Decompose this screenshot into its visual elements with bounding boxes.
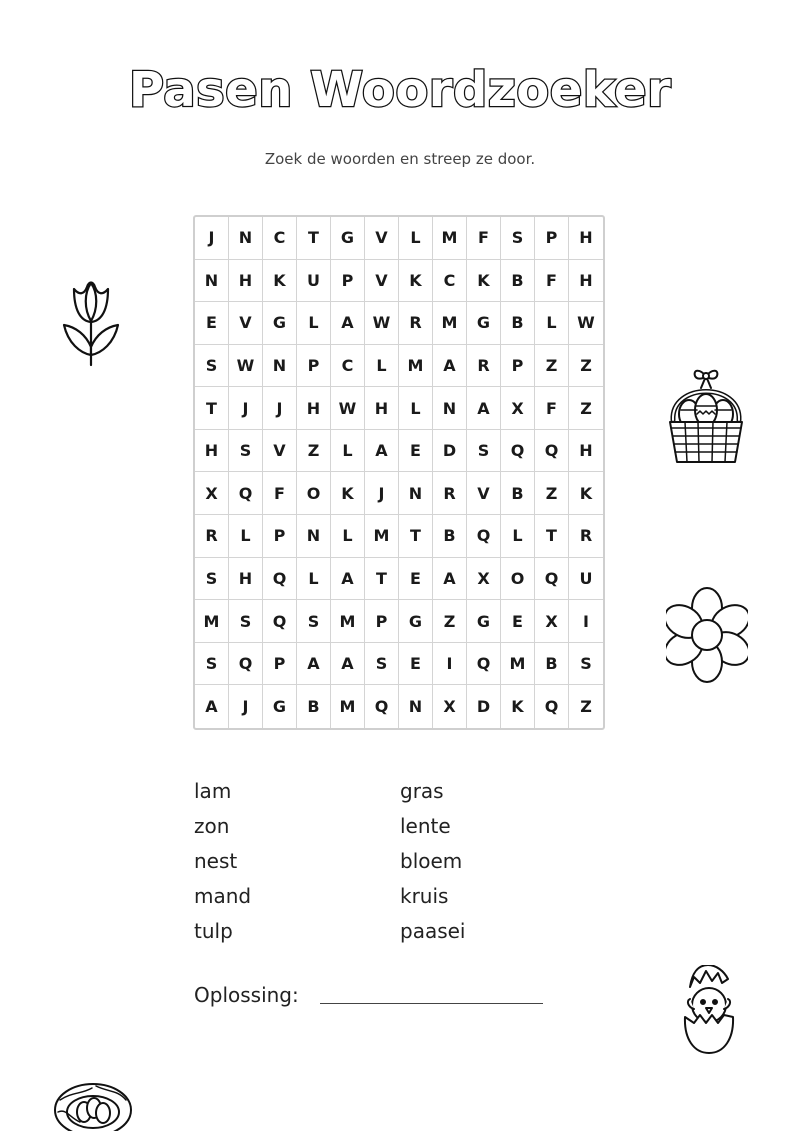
grid-cell[interactable]: L <box>297 558 331 601</box>
grid-cell[interactable]: L <box>331 515 365 558</box>
grid-cell[interactable]: J <box>365 472 399 515</box>
grid-cell[interactable]: X <box>433 685 467 728</box>
word-item: tulp <box>194 919 233 943</box>
grid-cell[interactable]: C <box>433 260 467 303</box>
grid-cell[interactable]: S <box>229 600 263 643</box>
solution-line[interactable] <box>320 1003 543 1004</box>
grid-cell[interactable]: N <box>263 345 297 388</box>
grid-cell[interactable]: Z <box>535 472 569 515</box>
grid-cell[interactable]: S <box>195 643 229 686</box>
grid-cell[interactable]: T <box>195 387 229 430</box>
grid-cell[interactable]: S <box>297 600 331 643</box>
grid-cell[interactable]: A <box>331 302 365 345</box>
grid-cell[interactable]: R <box>433 472 467 515</box>
grid-cell[interactable]: J <box>195 217 229 260</box>
grid-cell[interactable]: S <box>229 430 263 473</box>
page-title: Pasen Woordzoeker <box>128 62 672 118</box>
grid-cell[interactable]: B <box>501 472 535 515</box>
grid-cell[interactable]: N <box>399 472 433 515</box>
grid-cell[interactable]: K <box>501 685 535 728</box>
grid-cell[interactable]: Z <box>297 430 331 473</box>
grid-cell[interactable]: Q <box>229 472 263 515</box>
grid-cell[interactable]: A <box>467 387 501 430</box>
grid-cell[interactable]: H <box>229 260 263 303</box>
grid-cell[interactable]: M <box>501 643 535 686</box>
grid-cell[interactable]: P <box>297 345 331 388</box>
grid-cell[interactable]: H <box>569 217 603 260</box>
grid-cell[interactable]: H <box>297 387 331 430</box>
grid-cell[interactable]: E <box>399 558 433 601</box>
grid-cell[interactable]: F <box>535 387 569 430</box>
grid-cell[interactable]: U <box>297 260 331 303</box>
grid-cell[interactable]: J <box>263 387 297 430</box>
grid-cell[interactable]: L <box>535 302 569 345</box>
grid-cell[interactable]: A <box>433 558 467 601</box>
grid-cell[interactable]: Z <box>569 387 603 430</box>
grid-cell[interactable]: L <box>501 515 535 558</box>
grid-cell[interactable]: K <box>331 472 365 515</box>
easter-basket-icon <box>665 362 747 470</box>
word-item: lente <box>400 814 451 838</box>
grid-cell[interactable]: G <box>331 217 365 260</box>
grid-cell[interactable]: L <box>399 217 433 260</box>
flower-icon <box>666 587 748 683</box>
grid-cell[interactable]: N <box>297 515 331 558</box>
grid-cell[interactable]: A <box>433 345 467 388</box>
grid-cell[interactable]: M <box>433 217 467 260</box>
grid-cell[interactable]: W <box>365 302 399 345</box>
grid-cell[interactable]: U <box>569 558 603 601</box>
grid-cell[interactable]: V <box>467 472 501 515</box>
grid-cell[interactable]: D <box>433 430 467 473</box>
grid-cell[interactable]: K <box>467 260 501 303</box>
grid-cell[interactable]: H <box>229 558 263 601</box>
word-item: gras <box>400 779 444 803</box>
grid-cell[interactable]: K <box>569 472 603 515</box>
grid-cell[interactable]: Q <box>535 685 569 728</box>
grid-cell[interactable]: Z <box>569 345 603 388</box>
grid-cell[interactable]: R <box>195 515 229 558</box>
grid-cell[interactable]: I <box>433 643 467 686</box>
solution-label: Oplossing: <box>194 983 299 1007</box>
grid-cell[interactable]: Z <box>535 345 569 388</box>
grid-cell[interactable]: H <box>195 430 229 473</box>
grid-cell[interactable]: B <box>501 302 535 345</box>
grid-cell[interactable]: L <box>229 515 263 558</box>
grid-cell[interactable]: W <box>569 302 603 345</box>
grid-cell[interactable]: L <box>399 387 433 430</box>
grid-cell[interactable]: O <box>501 558 535 601</box>
word-item: lam <box>194 779 232 803</box>
grid-cell[interactable]: P <box>535 217 569 260</box>
grid-cell[interactable]: Q <box>535 430 569 473</box>
grid-cell[interactable]: M <box>195 600 229 643</box>
grid-cell[interactable]: A <box>195 685 229 728</box>
grid-cell[interactable]: F <box>263 472 297 515</box>
grid-cell[interactable]: R <box>467 345 501 388</box>
grid-cell[interactable]: M <box>399 345 433 388</box>
page-subtitle: Zoek de woorden en streep ze door. <box>264 150 536 168</box>
word-search-grid <box>193 215 605 730</box>
grid-cell[interactable]: S <box>569 643 603 686</box>
grid-cell[interactable]: B <box>501 260 535 303</box>
grid-cell[interactable]: B <box>433 515 467 558</box>
grid-cell[interactable]: V <box>263 430 297 473</box>
grid-cell[interactable]: E <box>399 430 433 473</box>
grid-cell[interactable]: W <box>331 387 365 430</box>
grid-cell[interactable]: K <box>263 260 297 303</box>
grid-cell[interactable]: L <box>297 302 331 345</box>
grid-cell[interactable]: W <box>229 345 263 388</box>
grid-cell[interactable]: J <box>229 387 263 430</box>
grid-cell[interactable]: Q <box>365 685 399 728</box>
grid-cell[interactable]: A <box>297 643 331 686</box>
grid-cell[interactable]: A <box>331 558 365 601</box>
word-item: mand <box>194 884 252 908</box>
grid-cell[interactable]: Q <box>229 643 263 686</box>
grid-cell[interactable]: Z <box>433 600 467 643</box>
grid-cell[interactable]: S <box>195 558 229 601</box>
grid-cell[interactable]: G <box>467 600 501 643</box>
word-item: paasei <box>400 919 466 943</box>
grid-cell[interactable]: E <box>501 600 535 643</box>
grid-cell[interactable]: V <box>365 217 399 260</box>
grid-cell[interactable]: G <box>467 302 501 345</box>
word-item: bloem <box>400 849 463 873</box>
grid-cell[interactable]: X <box>467 558 501 601</box>
grid-cell[interactable]: Q <box>535 558 569 601</box>
grid-cell[interactable]: P <box>263 515 297 558</box>
word-item: kruis <box>400 884 449 908</box>
grid-cell[interactable]: I <box>569 600 603 643</box>
grid-cell[interactable]: C <box>331 345 365 388</box>
grid-cell[interactable]: T <box>297 217 331 260</box>
word-item: zon <box>194 814 230 838</box>
grid-cell[interactable]: N <box>399 685 433 728</box>
grid-cell[interactable]: Q <box>263 600 297 643</box>
grid-cell[interactable]: S <box>467 430 501 473</box>
grid-cell[interactable]: G <box>399 600 433 643</box>
grid-cell[interactable]: D <box>467 685 501 728</box>
chick-in-egg-icon <box>680 965 738 1057</box>
grid-cell[interactable]: X <box>535 600 569 643</box>
grid-cell[interactable]: Q <box>501 430 535 473</box>
grid-cell[interactable]: H <box>569 260 603 303</box>
grid-cell[interactable]: O <box>297 472 331 515</box>
grid-cell[interactable]: N <box>229 217 263 260</box>
grid-cell[interactable]: E <box>399 643 433 686</box>
grid-cell[interactable]: V <box>229 302 263 345</box>
grid-cell[interactable]: M <box>365 515 399 558</box>
grid-cell[interactable]: X <box>195 472 229 515</box>
grid-cell[interactable]: H <box>569 430 603 473</box>
grid-cell[interactable]: S <box>501 217 535 260</box>
grid-cell[interactable]: X <box>501 387 535 430</box>
grid-cell[interactable]: T <box>365 558 399 601</box>
tulip-icon <box>60 275 122 370</box>
grid-cell[interactable]: P <box>365 600 399 643</box>
grid-cell[interactable]: Q <box>263 558 297 601</box>
grid-cell[interactable]: A <box>365 430 399 473</box>
grid-cell[interactable]: S <box>195 345 229 388</box>
grid-cell[interactable]: P <box>501 345 535 388</box>
grid-cell[interactable]: Z <box>580 697 592 717</box>
grid-cell[interactable]: R <box>569 515 603 558</box>
word-list-right <box>400 774 466 949</box>
grid-cell[interactable]: P <box>263 643 297 686</box>
grid-cell[interactable]: T <box>399 515 433 558</box>
grid-cell[interactable]: N <box>195 260 229 303</box>
grid-cell[interactable]: M <box>331 600 365 643</box>
word-item: nest <box>194 849 238 873</box>
grid-cell[interactable]: T <box>535 515 569 558</box>
grid-cell[interactable]: C <box>263 217 297 260</box>
grid-cell[interactable]: E <box>195 302 229 345</box>
grid-cell[interactable]: H <box>365 387 399 430</box>
grid-cell[interactable]: B <box>297 685 331 728</box>
grid-cell[interactable]: G <box>263 685 297 728</box>
grid-cell[interactable]: S <box>365 643 399 686</box>
nest-icon <box>52 1078 134 1131</box>
grid-cell[interactable]: F <box>467 217 501 260</box>
grid-cell[interactable]: P <box>331 260 365 303</box>
grid-cell[interactable]: M <box>433 302 467 345</box>
grid-cell[interactable]: L <box>365 345 399 388</box>
grid-cell[interactable]: A <box>331 643 365 686</box>
grid-cell[interactable]: Q <box>467 643 501 686</box>
grid-cell[interactable]: V <box>365 260 399 303</box>
grid-cell[interactable]: K <box>399 260 433 303</box>
grid-cell[interactable]: J <box>229 685 263 728</box>
grid-cell[interactable]: R <box>399 302 433 345</box>
grid-cell[interactable]: M <box>331 685 365 728</box>
grid-cell[interactable]: G <box>263 302 297 345</box>
grid-cell[interactable]: B <box>535 643 569 686</box>
grid-cell[interactable]: N <box>433 387 467 430</box>
word-list-left <box>194 774 251 949</box>
grid-cell[interactable]: L <box>331 430 365 473</box>
grid-cell[interactable]: Q <box>467 515 501 558</box>
grid-cell[interactable]: F <box>535 260 569 303</box>
